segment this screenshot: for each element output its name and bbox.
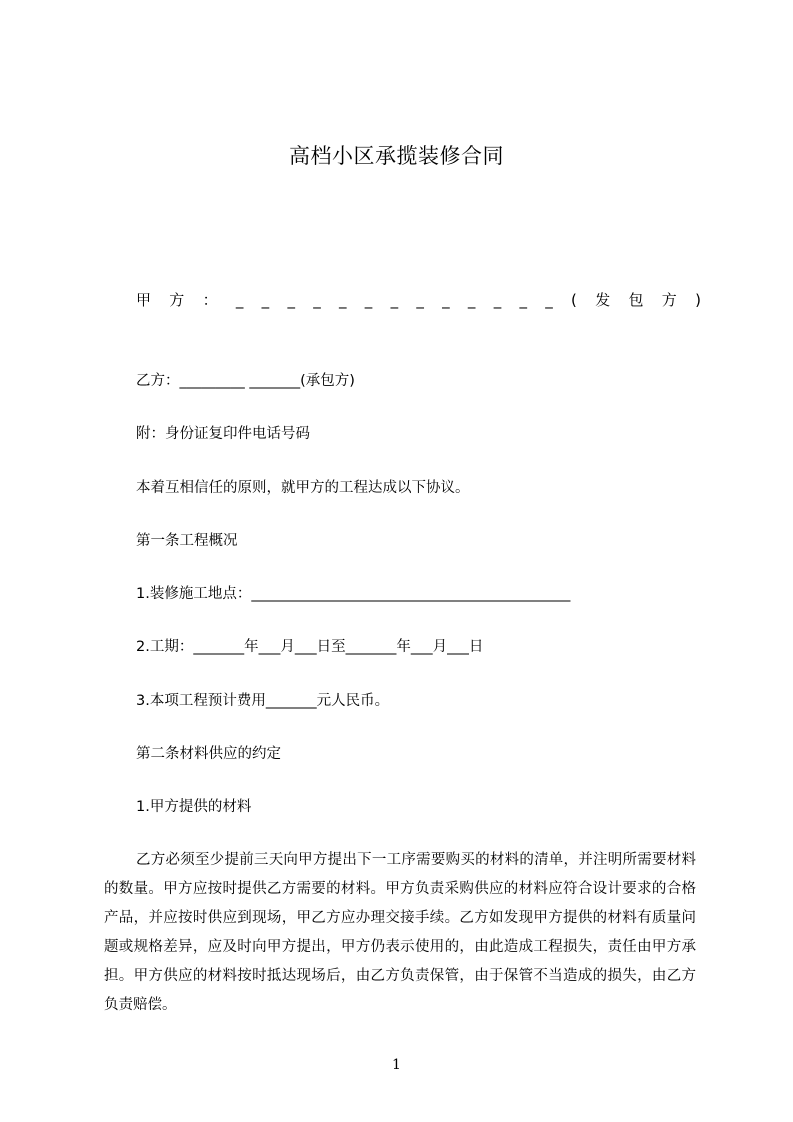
- cost-line: 3.本项工程预计费用_______元人民币。: [136, 693, 390, 709]
- duration-line: 2.工期：_______年___月___日至_______年___月___日: [136, 639, 484, 655]
- page-number: 1: [392, 1057, 401, 1073]
- material-paragraph: 乙方必须至少提前三天向甲方提出下一工序需要购买的材料的清单，并注明所需要材料的数量。甲方应按时提供乙方需要的材料。甲方负责采购供应的材料应符合设计要求的合格产品，并应按时供应到现场，甲乙方应办理交接手续。乙方如发现甲方提供的材料有质量问题或规格差异，应及时向甲方提出，甲方仍表示使用的，由此造成工程损失，责任由甲方承担。甲方供应的材料按时抵达现场后，由乙方负责保管，由于保管不当造成的损失，由乙方负责赔偿。: [104, 852, 696, 1013]
- party-a-blank: _: [467, 291, 476, 309]
- article-1-heading: 第一条工程概况: [136, 533, 238, 549]
- party-a-char: 方: [661, 291, 677, 309]
- party-a-blank: _: [416, 291, 424, 309]
- site-address-line: 1.装修施工地点：____________________________________________: [136, 586, 571, 602]
- party-a-blank: _: [261, 291, 270, 309]
- party-a-char: 发: [595, 291, 611, 309]
- party-a-blank: _: [493, 291, 502, 309]
- party-a-line: [136, 289, 701, 311]
- party-a-char: 方: [169, 291, 185, 309]
- party-a-char: 包: [628, 291, 644, 309]
- document-title: 高档小区承揽装修合同: [289, 144, 504, 168]
- party-a-char: ：: [202, 291, 218, 309]
- party-b-line: 乙方：_________ _______(承包方): [136, 373, 355, 389]
- party-a-blank: _: [313, 291, 321, 309]
- party-a-blank: _: [364, 291, 373, 309]
- party-a-char: (: [571, 291, 577, 309]
- article-2-heading: 第二条材料供应的约定: [136, 746, 281, 762]
- party-a-blank: _: [339, 291, 347, 309]
- party-a-blank: _: [519, 291, 527, 309]
- preamble-line: 本着互相信任的原则，就甲方的工程达成以下协议。: [136, 480, 470, 496]
- party-a-blank: _: [287, 291, 295, 309]
- attachment-line: 附：身份证复印件电话号码: [136, 426, 310, 442]
- party-a-char: ): [695, 291, 701, 309]
- party-a-char: 甲: [136, 291, 152, 309]
- party-a-blank: _: [545, 291, 553, 309]
- party-a-blank: _: [235, 291, 244, 309]
- party-a-blank: _: [442, 291, 450, 309]
- party-a-blank: _: [390, 291, 399, 309]
- material-item-1-heading: 1.甲方提供的材料: [136, 799, 252, 815]
